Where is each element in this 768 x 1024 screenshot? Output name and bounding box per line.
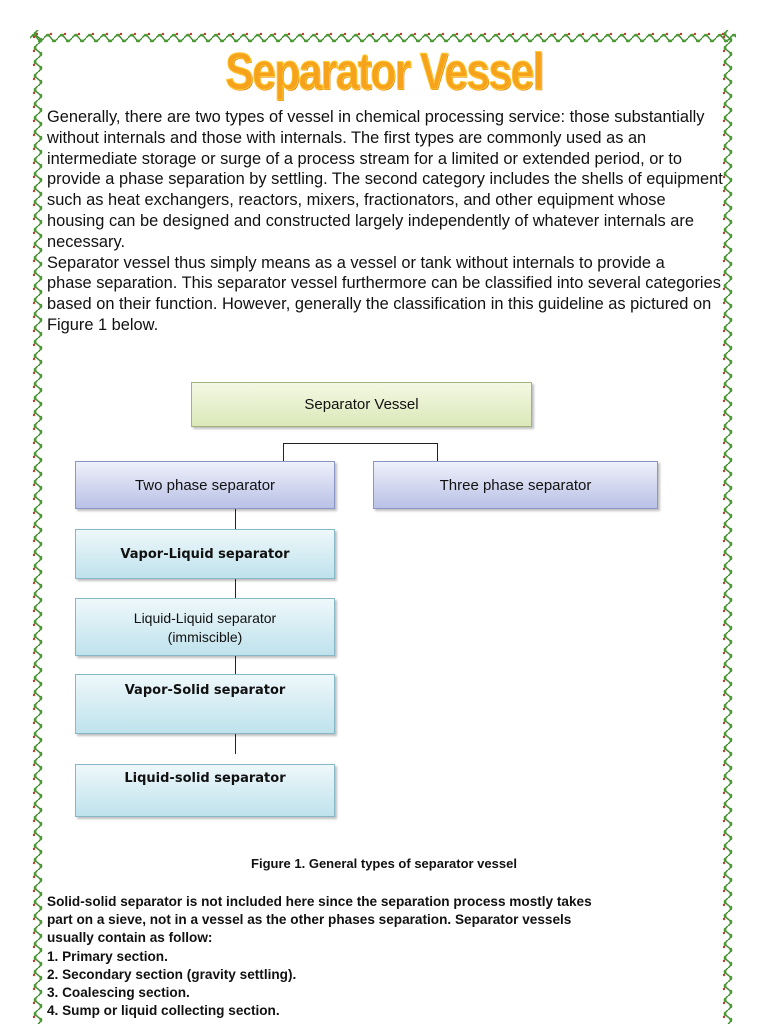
connector bbox=[437, 443, 438, 461]
root-node bbox=[191, 382, 532, 427]
vapor-solid-node bbox=[75, 674, 335, 734]
list-item: 4. Sump or liquid collecting section. bbox=[47, 1003, 280, 1019]
list-item: 1. Primary section. bbox=[47, 948, 168, 964]
connector bbox=[283, 443, 438, 444]
vapor-liquid-node bbox=[75, 529, 335, 579]
root-node-label: Separator Vessel bbox=[304, 396, 419, 413]
connector bbox=[283, 443, 284, 461]
intro-text bbox=[47, 107, 727, 336]
paragraph: phase separation. This separator vessel furthermore can be classified into several categories based on their function. However, generally the classification in this guideline as pictured on Figure 1 below. bbox=[47, 274, 721, 334]
list-item: 3. Coalescing section. bbox=[47, 985, 190, 1001]
liquid-solid-label: Liquid-solid separator bbox=[124, 771, 286, 786]
liquid-liquid-node bbox=[75, 598, 335, 656]
two-phase-node bbox=[75, 461, 335, 509]
text-line: part on a sieve, not in a vessel as the other phases separation. Separator vessels bbox=[47, 912, 572, 928]
connector bbox=[235, 656, 236, 674]
vapor-liquid-label: Vapor-Liquid separator bbox=[120, 546, 290, 562]
three-phase-label: Three phase separator bbox=[439, 476, 592, 494]
liquid-solid-node bbox=[75, 764, 335, 817]
page-title: Separator Vessel bbox=[225, 43, 543, 101]
connector bbox=[235, 734, 236, 754]
liquid-liquid-label: Liquid-Liquid separator bbox=[133, 609, 277, 626]
two-phase-label: Two phase separator bbox=[134, 476, 276, 494]
connector bbox=[235, 509, 236, 529]
bottom-text bbox=[47, 893, 707, 1020]
text-line: usually contain as follow: bbox=[47, 930, 213, 946]
figure-caption: Figure 1. General types of separator vessel bbox=[251, 856, 517, 871]
liquid-liquid-sublabel: (immiscible) bbox=[167, 628, 243, 645]
decorative-border-left bbox=[30, 30, 46, 1024]
three-phase-node bbox=[373, 461, 658, 509]
connector bbox=[235, 579, 236, 598]
list-item: 2. Secondary section (gravity settling). bbox=[47, 966, 297, 982]
paragraph: Generally, there are two types of vessel in chemical processing service: those substantially without internals and those with internals. The first types are commonly used as an intermediate storage or surge of a process stream for a limited or extended period, or to provide a phase separation by settling. The second category includes the shells of equipment such as heat exchangers, reactors, mixers, fractionators, and other equipment whose housing can be designed and constructed largely independently of whatever internals are necessary. bbox=[47, 108, 723, 251]
vapor-solid-label: Vapor-Solid separator bbox=[124, 683, 286, 698]
paragraph: Separator vessel thus simply means as a vessel or tank without internals to provide a bbox=[47, 253, 665, 272]
text-line: Solid-solid separator is not included here since the separation process mostly takes bbox=[47, 894, 592, 909]
